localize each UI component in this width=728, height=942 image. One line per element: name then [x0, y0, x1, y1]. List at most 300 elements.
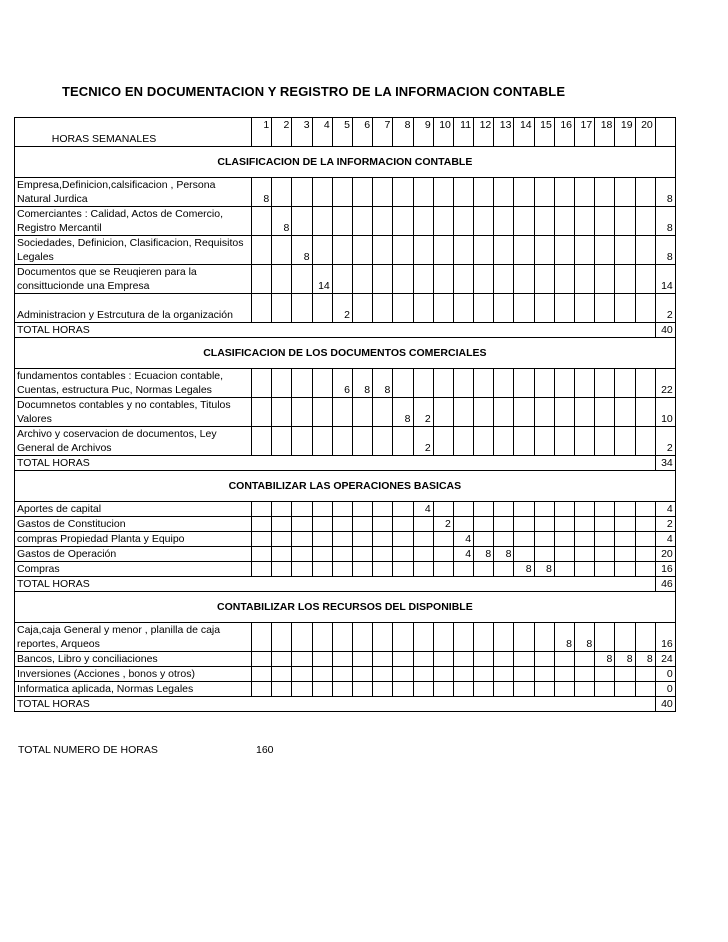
hours-cell: [272, 369, 292, 398]
hours-cell: [494, 427, 514, 456]
week-header: 16: [554, 118, 574, 147]
hours-cell: [292, 562, 312, 577]
hours-cell: [332, 207, 352, 236]
hours-cell: [534, 532, 554, 547]
week-header: 15: [534, 118, 554, 147]
hours-cell: [332, 532, 352, 547]
hours-cell: [474, 207, 494, 236]
hours-cell: [373, 562, 393, 577]
hours-cell: [352, 517, 372, 532]
topic-label: Administracion y Estrcutura de la organización: [15, 294, 252, 323]
hours-cell: [272, 532, 292, 547]
hours-cell: [352, 502, 372, 517]
hours-cell: [393, 517, 413, 532]
topic-label: compras Propiedad Planta y Equipo: [15, 532, 252, 547]
hours-cell: [352, 294, 372, 323]
hours-cell: [554, 265, 574, 294]
hours-cell: [554, 547, 574, 562]
hours-cell: [433, 236, 453, 265]
hours-cell: [534, 623, 554, 652]
hours-cell: [635, 682, 655, 697]
hours-cell: [393, 562, 413, 577]
hours-cell: [635, 517, 655, 532]
hours-cell: [635, 427, 655, 456]
section-title: CONTABILIZAR LAS OPERACIONES BASICAS: [15, 471, 676, 502]
hours-cell: [635, 532, 655, 547]
section-title-row: [15, 592, 676, 623]
hours-cell: 8: [272, 207, 292, 236]
hours-cell: [413, 265, 433, 294]
week-header: 12: [474, 118, 494, 147]
hours-cell: [595, 682, 615, 697]
hours-cell: [635, 265, 655, 294]
hours-cell: [595, 547, 615, 562]
week-header: 8: [393, 118, 413, 147]
table-row: [15, 178, 676, 207]
hours-cell: [635, 547, 655, 562]
table-row: [15, 532, 676, 547]
hours-cell: [575, 178, 595, 207]
hours-cell: 2: [332, 294, 352, 323]
hours-cell: [595, 532, 615, 547]
hours-cell: [433, 562, 453, 577]
hours-cell: [393, 427, 413, 456]
hours-cell: [554, 207, 574, 236]
hours-cell: [433, 532, 453, 547]
hours-cell: [272, 294, 292, 323]
hours-cell: 8: [292, 236, 312, 265]
hours-cell: [352, 562, 372, 577]
hours-cell: [352, 265, 372, 294]
hours-cell: [272, 562, 292, 577]
section-total-row: [15, 456, 676, 471]
section-total-value: 34: [655, 456, 675, 471]
hours-cell: [393, 178, 413, 207]
hours-cell: [474, 178, 494, 207]
row-total: 2: [655, 294, 675, 323]
hours-cell: 8: [635, 652, 655, 667]
hours-table: [14, 117, 676, 712]
hours-cell: [474, 667, 494, 682]
hours-cell: [575, 236, 595, 265]
hours-cell: [272, 427, 292, 456]
hours-cell: [332, 236, 352, 265]
hours-cell: [413, 667, 433, 682]
hours-cell: 8: [494, 547, 514, 562]
hours-cell: [373, 207, 393, 236]
hours-cell: [393, 236, 413, 265]
hours-cell: [292, 294, 312, 323]
table-row: [15, 265, 676, 294]
week-header: 18: [595, 118, 615, 147]
hours-cell: [635, 623, 655, 652]
week-header: 19: [615, 118, 635, 147]
hours-cell: 8: [352, 369, 372, 398]
hours-cell: [494, 207, 514, 236]
hours-cell: [393, 369, 413, 398]
topic-label: Aportes de capital: [15, 502, 252, 517]
hours-cell: [595, 517, 615, 532]
hours-cell: [393, 547, 413, 562]
hours-cell: [292, 502, 312, 517]
hours-cell: [413, 294, 433, 323]
topic-label: Empresa,Definicion,calsificacion , Persona Natural Jurdica: [15, 178, 252, 207]
hours-cell: [453, 398, 473, 427]
topic-label: Documnetos contables y no contables, Titulos Valores: [15, 398, 252, 427]
hours-cell: [373, 652, 393, 667]
hours-cell: [514, 502, 534, 517]
hours-cell: [534, 207, 554, 236]
hours-cell: [494, 178, 514, 207]
hours-cell: [595, 427, 615, 456]
hours-cell: [252, 265, 272, 294]
hours-cell: [332, 547, 352, 562]
hours-cell: [514, 517, 534, 532]
hours-cell: [373, 667, 393, 682]
hours-cell: [433, 265, 453, 294]
hours-cell: [453, 682, 473, 697]
hours-cell: [292, 532, 312, 547]
row-total: 4: [655, 532, 675, 547]
hours-cell: 8: [534, 562, 554, 577]
hours-cell: [595, 623, 615, 652]
row-total: 20: [655, 547, 675, 562]
hours-cell: [554, 178, 574, 207]
hours-cell: [413, 178, 433, 207]
hours-cell: [332, 623, 352, 652]
hours-cell: [312, 682, 332, 697]
hours-cell: [615, 532, 635, 547]
week-header: 9: [413, 118, 433, 147]
hours-cell: [534, 682, 554, 697]
hours-cell: [352, 398, 372, 427]
hours-cell: [554, 682, 574, 697]
row-total: 8: [655, 236, 675, 265]
hours-cell: [615, 623, 635, 652]
hours-cell: [373, 427, 393, 456]
hours-cell: [595, 294, 615, 323]
hours-cell: [575, 517, 595, 532]
hours-cell: [433, 652, 453, 667]
hours-cell: [453, 427, 473, 456]
hours-cell: [575, 294, 595, 323]
hours-cell: [554, 532, 574, 547]
hours-cell: [615, 562, 635, 577]
hours-cell: [615, 398, 635, 427]
hours-cell: [332, 265, 352, 294]
hours-cell: [534, 517, 554, 532]
hours-cell: [534, 265, 554, 294]
hours-cell: [272, 265, 292, 294]
hours-cell: [252, 207, 272, 236]
hours-cell: [332, 652, 352, 667]
hours-cell: [474, 294, 494, 323]
hours-cell: [252, 369, 272, 398]
hours-cell: [514, 294, 534, 323]
hours-cell: [474, 369, 494, 398]
hours-cell: [615, 369, 635, 398]
week-header: 14: [514, 118, 534, 147]
section-total-value: 40: [655, 697, 675, 712]
hours-cell: [272, 547, 292, 562]
hours-cell: [514, 682, 534, 697]
hours-cell: 2: [413, 427, 433, 456]
hours-cell: [554, 236, 574, 265]
hours-cell: [534, 294, 554, 323]
section-total-label: TOTAL HORAS: [15, 456, 656, 471]
hours-cell: [615, 517, 635, 532]
hours-cell: [474, 682, 494, 697]
hours-cell: [373, 682, 393, 697]
hours-cell: [312, 398, 332, 427]
hours-cell: 4: [453, 547, 473, 562]
hours-cell: [534, 652, 554, 667]
row-total: 8: [655, 207, 675, 236]
hours-cell: [635, 369, 655, 398]
hours-cell: [352, 207, 372, 236]
grand-total-value: 160: [256, 744, 274, 756]
hours-cell: [252, 517, 272, 532]
topic-label: Gastos de Constitucion: [15, 517, 252, 532]
hours-cell: [252, 532, 272, 547]
hours-cell: [332, 427, 352, 456]
hours-cell: [332, 502, 352, 517]
hours-cell: [595, 667, 615, 682]
hours-cell: [595, 178, 615, 207]
hours-cell: [312, 532, 332, 547]
hours-cell: [635, 562, 655, 577]
table-row: [15, 502, 676, 517]
hours-cell: [413, 369, 433, 398]
section-title: CLASIFICACION DE LOS DOCUMENTOS COMERCIALES: [15, 338, 676, 369]
week-header: 5: [332, 118, 352, 147]
hours-cell: [514, 547, 534, 562]
hours-cell: [494, 682, 514, 697]
hours-cell: [474, 427, 494, 456]
hours-cell: [514, 265, 534, 294]
hours-cell: [575, 667, 595, 682]
hours-cell: [292, 427, 312, 456]
hours-cell: [312, 178, 332, 207]
hours-cell: [332, 562, 352, 577]
topic-label: Compras: [15, 562, 252, 577]
hours-cell: [413, 623, 433, 652]
hours-cell: [615, 236, 635, 265]
hours-cell: [494, 517, 514, 532]
hours-cell: [494, 532, 514, 547]
hours-cell: [534, 178, 554, 207]
hours-cell: [312, 369, 332, 398]
topic-label: Sociedades, Definicion, Clasificacion, Requisitos Legales: [15, 236, 252, 265]
topic-label: Comerciantes : Calidad, Actos de Comercio, Registro Mercantil: [15, 207, 252, 236]
table-row: [15, 207, 676, 236]
topic-label: Documentos que se Reuqieren para la consittucionde una Empresa: [15, 265, 252, 294]
hours-cell: [554, 427, 574, 456]
hours-cell: [514, 207, 534, 236]
weeks-header-row: [15, 118, 676, 147]
hours-cell: 8: [615, 652, 635, 667]
hours-cell: [575, 265, 595, 294]
hours-cell: [292, 207, 312, 236]
hours-cell: 8: [554, 623, 574, 652]
hours-cell: [413, 517, 433, 532]
hours-cell: [433, 294, 453, 323]
hours-cell: [433, 547, 453, 562]
hours-cell: [312, 207, 332, 236]
hours-cell: [272, 667, 292, 682]
hours-cell: [352, 623, 372, 652]
hours-cell: [615, 667, 635, 682]
hours-cell: [615, 502, 635, 517]
hours-cell: [494, 369, 514, 398]
table-row: [15, 236, 676, 265]
hours-cell: [494, 652, 514, 667]
row-total: 24: [655, 652, 675, 667]
document-title: TECNICO EN DOCUMENTACION Y REGISTRO DE LA INFORMACION CONTABLE: [62, 84, 566, 99]
hours-cell: [433, 623, 453, 652]
hours-cell: [534, 547, 554, 562]
hours-cell: [433, 682, 453, 697]
hours-cell: [433, 178, 453, 207]
hours-cell: [595, 265, 615, 294]
hours-cell: [635, 178, 655, 207]
hours-cell: [635, 502, 655, 517]
hours-cell: [413, 652, 433, 667]
topic-label: Bancos, Libro y conciliaciones: [15, 652, 252, 667]
hours-cell: [312, 294, 332, 323]
table-row: [15, 294, 676, 323]
hours-cell: [615, 547, 635, 562]
hours-cell: [433, 207, 453, 236]
hours-cell: [252, 682, 272, 697]
hours-cell: [575, 369, 595, 398]
hours-cell: [554, 502, 574, 517]
week-header: 4: [312, 118, 332, 147]
section-total-value: 40: [655, 323, 675, 338]
hours-cell: [292, 667, 312, 682]
hours-cell: [615, 294, 635, 323]
hours-cell: [292, 623, 312, 652]
hours-cell: [413, 532, 433, 547]
hours-cell: 14: [312, 265, 332, 294]
hours-cell: [494, 562, 514, 577]
hours-cell: [373, 236, 393, 265]
hours-cell: [494, 667, 514, 682]
hours-cell: [474, 236, 494, 265]
weeks-label: HORAS SEMANALES: [15, 118, 252, 147]
hours-cell: 6: [332, 369, 352, 398]
section-total-value: 46: [655, 577, 675, 592]
section-total-row: [15, 577, 676, 592]
hours-cell: [474, 502, 494, 517]
hours-sheet: [14, 117, 676, 712]
hours-cell: [534, 236, 554, 265]
hours-cell: [554, 562, 574, 577]
hours-cell: [252, 398, 272, 427]
row-total: 22: [655, 369, 675, 398]
hours-cell: [332, 682, 352, 697]
table-row: [15, 623, 676, 652]
hours-cell: [252, 294, 272, 323]
hours-cell: [312, 667, 332, 682]
hours-cell: [312, 562, 332, 577]
week-header: 6: [352, 118, 372, 147]
row-total: 16: [655, 562, 675, 577]
section-title: CONTABILIZAR LOS RECURSOS DEL DISPONIBLE: [15, 592, 676, 623]
hours-cell: [312, 547, 332, 562]
hours-cell: [352, 682, 372, 697]
table-row: [15, 398, 676, 427]
week-header: 10: [433, 118, 453, 147]
topic-label: fundamentos contables : Ecuacion contable, Cuentas, estructura Puc, Normas Legales: [15, 369, 252, 398]
hours-cell: [332, 667, 352, 682]
hours-cell: [413, 562, 433, 577]
hours-cell: [352, 667, 372, 682]
week-header: 3: [292, 118, 312, 147]
row-total: 8: [655, 178, 675, 207]
hours-cell: [312, 502, 332, 517]
hours-cell: [373, 547, 393, 562]
hours-cell: [433, 369, 453, 398]
hours-cell: [393, 623, 413, 652]
hours-cell: [595, 236, 615, 265]
section-total-row: [15, 323, 676, 338]
hours-cell: [373, 265, 393, 294]
hours-cell: [252, 502, 272, 517]
hours-cell: [413, 207, 433, 236]
hours-cell: [413, 236, 433, 265]
hours-cell: [272, 236, 292, 265]
hours-cell: [292, 369, 312, 398]
table-row: [15, 667, 676, 682]
hours-cell: [272, 682, 292, 697]
hours-cell: [554, 667, 574, 682]
hours-cell: [252, 623, 272, 652]
hours-cell: [615, 682, 635, 697]
hours-cell: [393, 532, 413, 547]
week-header: 13: [494, 118, 514, 147]
hours-cell: [292, 178, 312, 207]
hours-cell: [453, 562, 473, 577]
hours-cell: [393, 265, 413, 294]
hours-cell: [373, 517, 393, 532]
hours-cell: [352, 427, 372, 456]
hours-cell: [514, 427, 534, 456]
hours-cell: [514, 236, 534, 265]
hours-cell: [292, 547, 312, 562]
section-total-row: [15, 697, 676, 712]
hours-cell: [373, 623, 393, 652]
row-total: 0: [655, 682, 675, 697]
row-total: 10: [655, 398, 675, 427]
hours-cell: [474, 652, 494, 667]
hours-cell: 8: [514, 562, 534, 577]
hours-cell: [252, 427, 272, 456]
hours-cell: [272, 517, 292, 532]
hours-cell: [635, 398, 655, 427]
hours-cell: [393, 207, 413, 236]
hours-cell: [453, 502, 473, 517]
hours-cell: [575, 207, 595, 236]
hours-cell: [514, 398, 534, 427]
hours-cell: [494, 502, 514, 517]
hours-cell: [575, 562, 595, 577]
hours-cell: [494, 398, 514, 427]
hours-cell: [312, 517, 332, 532]
hours-cell: [615, 427, 635, 456]
hours-cell: [575, 547, 595, 562]
row-total: 4: [655, 502, 675, 517]
